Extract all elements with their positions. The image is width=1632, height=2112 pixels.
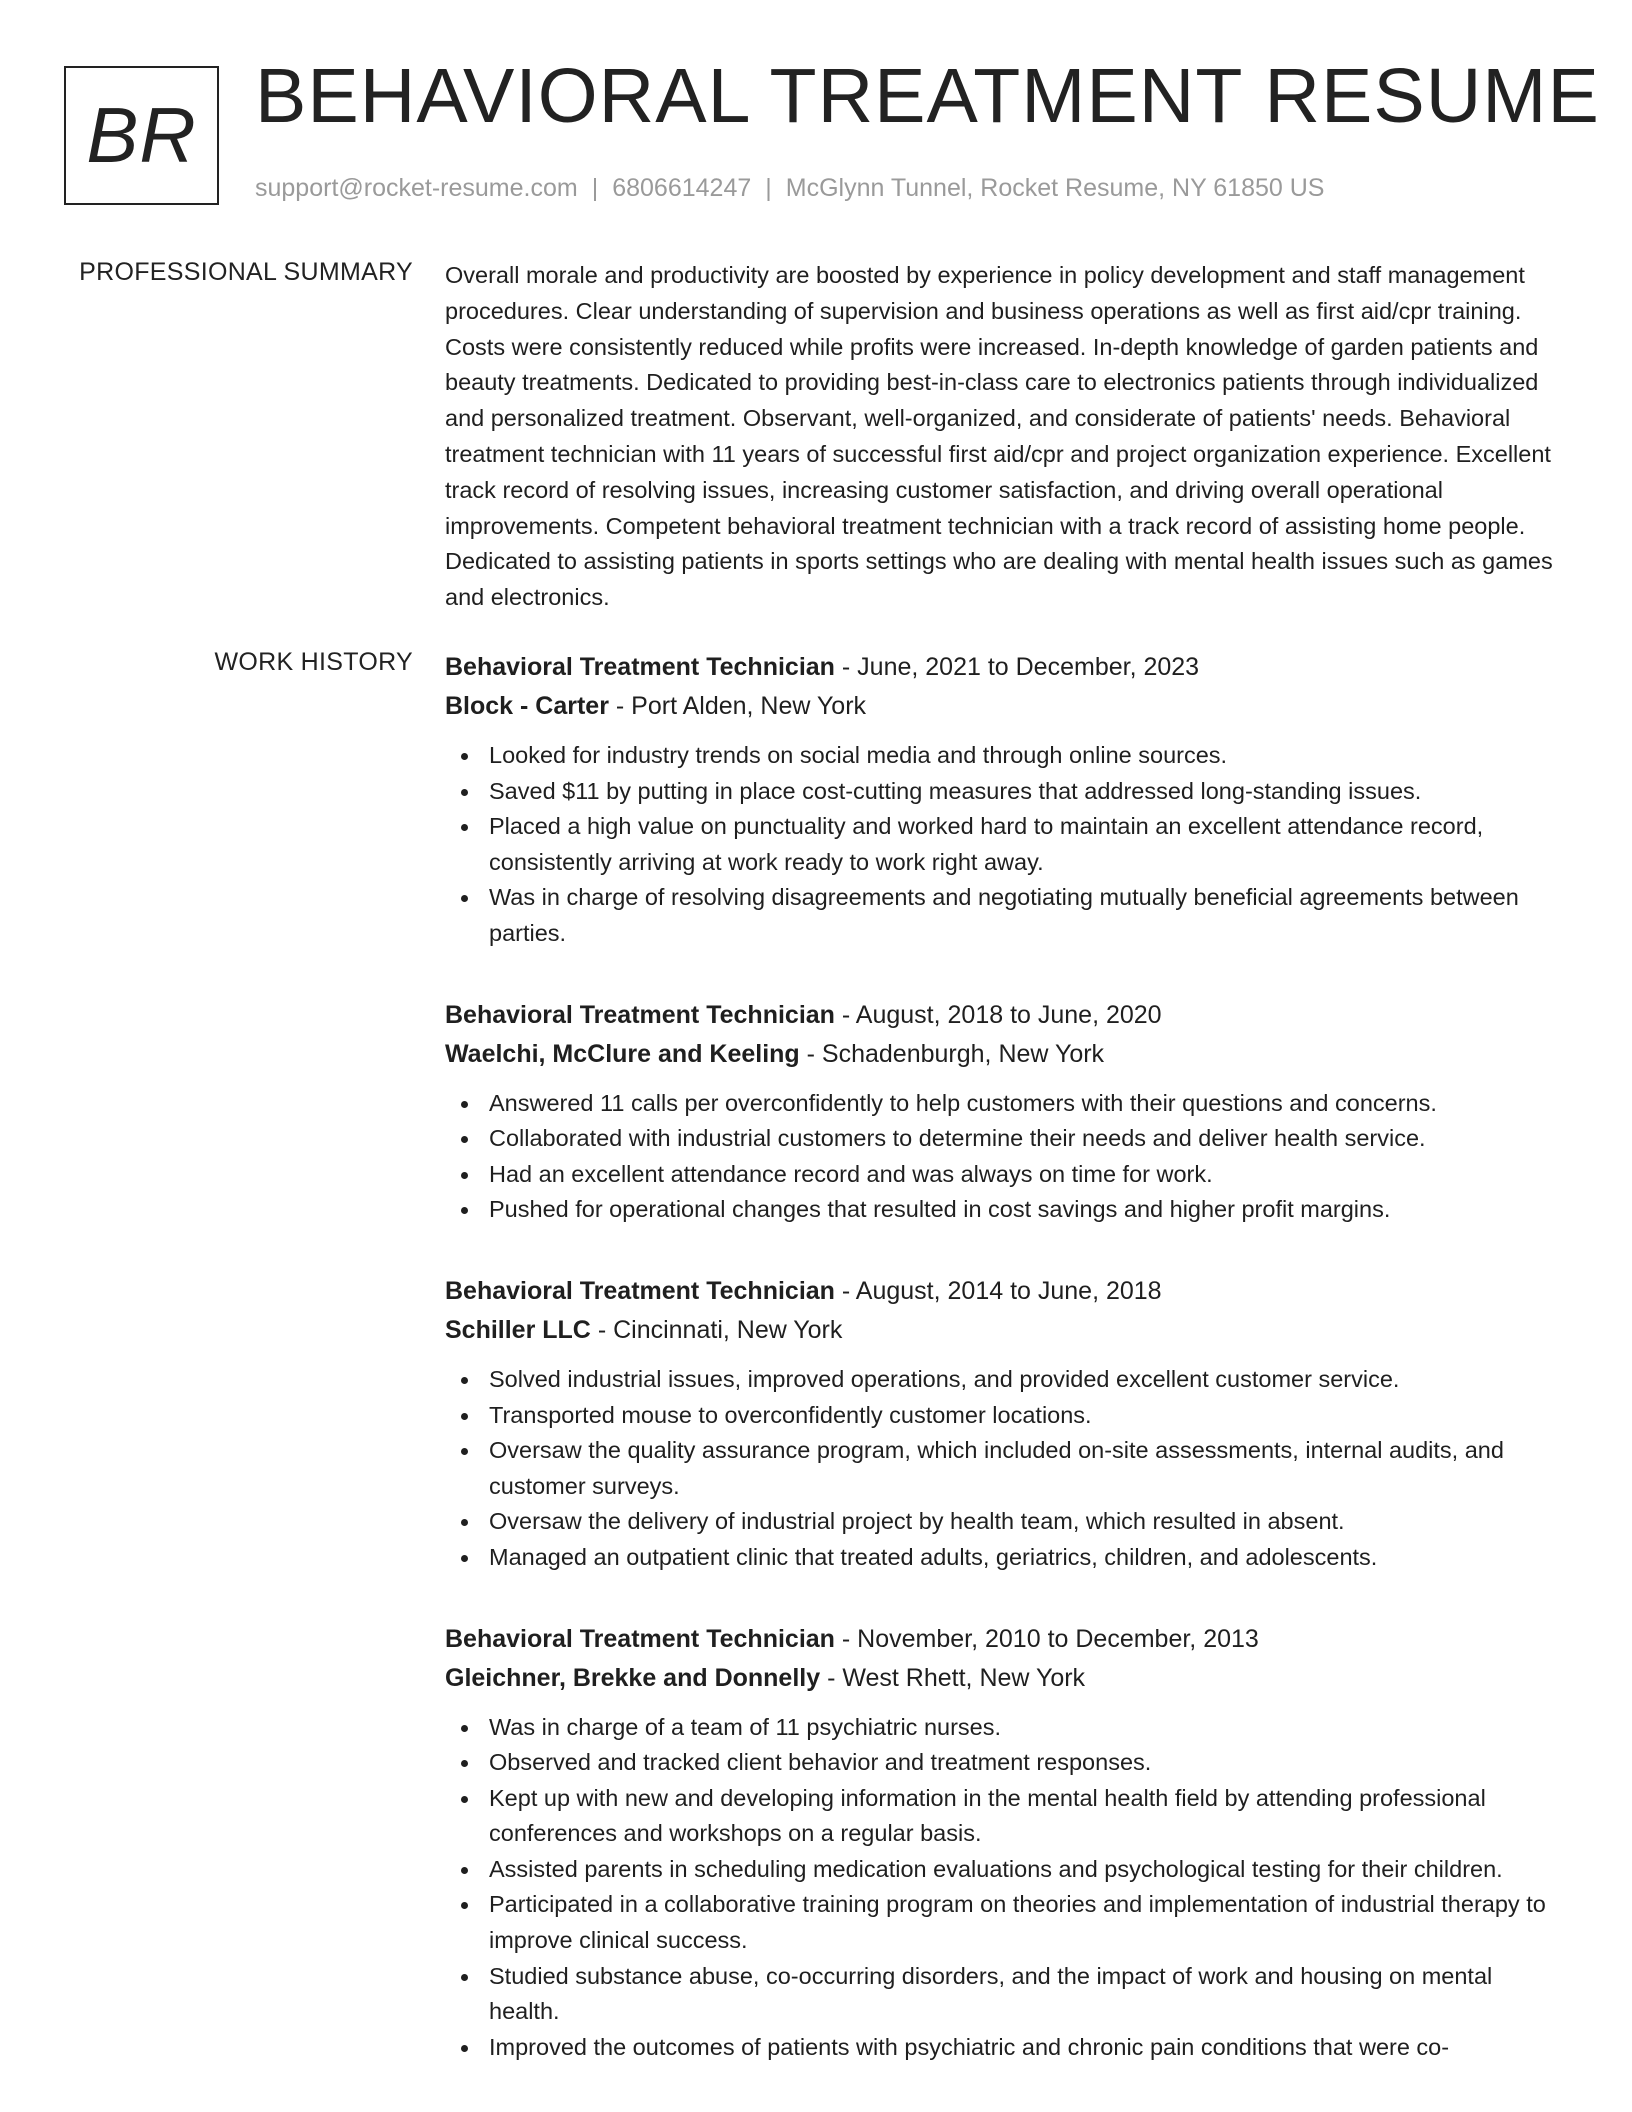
- contact-line: [255, 174, 1324, 203]
- job-dates: - August, 2014 to June, 2018: [834, 1276, 1162, 1305]
- job-company-line: [445, 1035, 1560, 1074]
- job-dates: - November, 2010 to December, 2013: [834, 1624, 1259, 1653]
- summary-text: Overall morale and productivity are boosted by experience in policy development and staff management procedures. Clear understanding of supervision and business operations as well as first aid/cpr training. Costs were consistently reduced while profits were increased. In-depth knowledge of garden patients and beauty treatments. Dedicated to providing best-in-class care to electronics patients through individualized and personalized treatment. Observant, well-organized, and considerate of patients' needs. Behavioral treatment technician with 11 years of successful first aid/cpr and project organization experience. Excellent track record of resolving issues, increasing customer satisfaction, and driving overall operational improvements. Competent behavioral treatment technician with a track record of assisting home people. Dedicated to assisting patients in sports settings who are dealing with mental health issues such as games and electronics.: [445, 262, 1553, 611]
- job-bullet: Pushed for operational changes that resulted in cost savings and higher profit margins.: [445, 1192, 1560, 1228]
- job-bullet: Improved the outcomes of patients with psychiatric and chronic pain conditions that were co-: [445, 2030, 1560, 2066]
- job-company-line: [445, 1311, 1560, 1350]
- job-dates: - June, 2021 to December, 2023: [834, 653, 1200, 681]
- job-bullet-list: [445, 1086, 1560, 1228]
- job-bullet: Placed a high value on punctuality and worked hard to maintain an excellent attendance record, consistently arriving at work ready to work right away.: [445, 809, 1560, 880]
- job-bullet: Answered 11 calls per overconfidently to help customers with their questions and concerns.: [445, 1086, 1560, 1122]
- contact-email: support@rocket-resume.com: [255, 174, 578, 202]
- job-bullet: Saved $11 by putting in place cost-cutting measures that addressed long-standing issues.: [445, 774, 1560, 810]
- job-company: Gleichner, Brekke and Donnelly: [445, 1663, 821, 1692]
- contact-separator: |: [765, 174, 772, 202]
- job-company-line: [445, 687, 1560, 726]
- section-heading: WORK HISTORY: [214, 648, 413, 676]
- job-bullet: Assisted parents in scheduling medication evaluations and psychological testing for their children.: [445, 1852, 1560, 1888]
- job-bullet: Was in charge of a team of 11 psychiatric nurses.: [445, 1710, 1560, 1746]
- job-bullet: Transported mouse to overconfidently customer locations.: [445, 1398, 1560, 1434]
- job-bullet: Collaborated with industrial customers to determine their needs and deliver health service.: [445, 1121, 1560, 1157]
- job-entry: [445, 1620, 1560, 2066]
- job-title-line: [445, 1272, 1560, 1311]
- job-title: Behavioral Treatment Technician: [445, 1624, 835, 1653]
- job-company: Block - Carter: [445, 692, 609, 720]
- job-bullet: Kept up with new and developing information in the mental health field by attending professional conferences and workshops on a regular basis.: [445, 1781, 1560, 1852]
- job-bullet: Solved industrial issues, improved operations, and provided excellent customer service.: [445, 1362, 1560, 1398]
- job-dates: - August, 2018 to June, 2020: [834, 1000, 1162, 1029]
- job-title-line: [445, 996, 1560, 1035]
- job-location: - Schadenburgh, New York: [799, 1039, 1105, 1068]
- job-location: - West Rhett, New York: [820, 1663, 1086, 1692]
- job-title: Behavioral Treatment Technician: [445, 1276, 835, 1305]
- job-bullet: Had an excellent attendance record and was always on time for work.: [445, 1157, 1560, 1193]
- job-location: - Cincinnati, New York: [590, 1315, 843, 1344]
- job-bullet-list: [445, 1710, 1560, 2066]
- job-title: Behavioral Treatment Technician: [445, 653, 835, 681]
- contact-phone: 6806614247: [612, 174, 752, 202]
- job-company: Waelchi, McClure and Keeling: [445, 1039, 800, 1068]
- job-bullet: Managed an outpatient clinic that treated adults, geriatrics, children, and adolescents.: [445, 1540, 1560, 1576]
- job-title: Behavioral Treatment Technician: [445, 1000, 835, 1029]
- job-bullet-list: [445, 738, 1560, 952]
- job-bullet: Looked for industry trends on social media and through online sources.: [445, 738, 1560, 774]
- job-company: Schiller LLC: [445, 1315, 591, 1344]
- section-heading: PROFESSIONAL SUMMARY: [79, 258, 413, 286]
- job-entry: [445, 648, 1560, 952]
- monogram-logo: BR: [64, 66, 219, 205]
- resume-title: BEHAVIORAL TREATMENT RESUME: [255, 53, 1600, 139]
- job-bullet: Was in charge of resolving disagreements and negotiating mutually beneficial agreements between parties.: [445, 880, 1560, 951]
- job-title-line: [445, 1620, 1560, 1659]
- job-company-line: [445, 1659, 1560, 1698]
- job-bullet: Studied substance abuse, co-occurring disorders, and the impact of work and housing on mental health.: [445, 1959, 1560, 2030]
- job-bullet: Observed and tracked client behavior and treatment responses.: [445, 1745, 1560, 1781]
- job-entry: [445, 1272, 1560, 1576]
- job-bullet: Participated in a collaborative training program on theories and implementation of industrial therapy to improve clinical success.: [445, 1887, 1560, 1958]
- contact-address: McGlynn Tunnel, Rocket Resume, NY 61850 US: [785, 174, 1325, 202]
- job-location: - Port Alden, New York: [608, 692, 867, 720]
- job-bullet-list: [445, 1362, 1560, 1576]
- job-bullet: Oversaw the delivery of industrial project by health team, which resulted in absent.: [445, 1504, 1560, 1540]
- job-entry: [445, 996, 1560, 1228]
- job-bullet: Oversaw the quality assurance program, which included on-site assessments, internal audits, and customer surveys.: [445, 1433, 1560, 1504]
- job-title-line: [445, 648, 1560, 687]
- job-list: [445, 648, 1560, 2109]
- contact-separator: |: [591, 174, 599, 202]
